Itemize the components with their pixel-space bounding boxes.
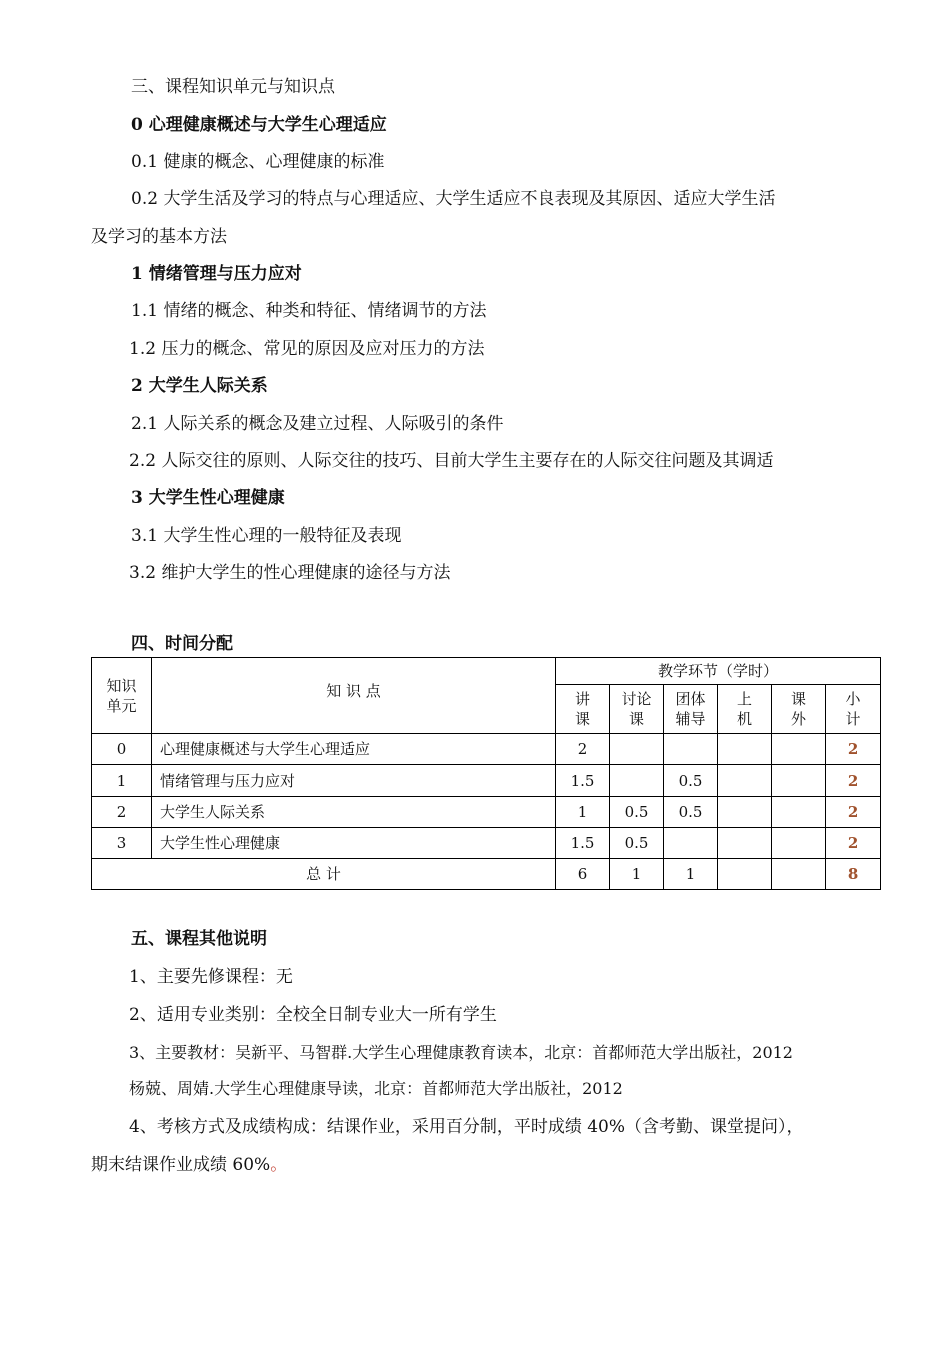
cell-lecture: 2 [556, 734, 610, 765]
cell-computer [718, 765, 772, 797]
total-group: 1 [664, 859, 718, 890]
total-extra [772, 859, 826, 890]
cell-unit: 2 [92, 797, 152, 828]
header-discussion: 讨论 课 [610, 685, 664, 734]
header-computer: 上 机 [718, 685, 772, 734]
cell-computer [718, 734, 772, 765]
cell-unit: 0 [92, 734, 152, 765]
unit-2-item-2: 2.2 人际交往的原则、人际交往的技巧、目前大学生主要存在的人际交往问题及其调适 [129, 451, 774, 471]
time-allocation-table [91, 657, 881, 890]
unit-0-item-2-cont: 及学习的基本方法 [91, 227, 227, 247]
table-row [92, 828, 881, 859]
total-lecture: 6 [556, 859, 610, 890]
section4-title: 四、时间分配 [131, 634, 233, 654]
unit-1-item-1: 1.1 情绪的概念、种类和特征、情绪调节的方法 [131, 301, 487, 321]
table-total-row [92, 859, 881, 890]
table-header-row [92, 658, 881, 685]
cell-point: 大学生性心理健康 [152, 828, 556, 859]
unit-1-heading: 1 情绪管理与压力应对 [131, 264, 302, 284]
note-2: 2、适用专业类别：全校全日制专业大一所有学生 [129, 1005, 497, 1025]
cell-point: 大学生人际关系 [152, 797, 556, 828]
header-group-tutoring: 团体 辅导 [664, 685, 718, 734]
note-4: 4、考核方式及成绩构成：结课作业，采用百分制，平时成绩 40%（含考勤、课堂提问）， [129, 1117, 804, 1137]
cell-point: 心理健康概述与大学生心理适应 [152, 734, 556, 765]
cell-extra [772, 765, 826, 797]
cell-computer [718, 797, 772, 828]
note-4-cont-text: 期末结课作业成绩 60% [91, 1155, 271, 1175]
unit-0-item-1: 0.1 健康的概念、心理健康的标准 [131, 152, 385, 172]
header-unit: 知识 单元 [92, 658, 152, 734]
cell-group [664, 828, 718, 859]
trailing-mark: 。 [270, 1155, 288, 1175]
cell-unit: 3 [92, 828, 152, 859]
cell-subtotal: 2 [826, 828, 881, 859]
cell-lecture: 1 [556, 797, 610, 828]
cell-subtotal: 2 [826, 797, 881, 828]
cell-discussion [610, 765, 664, 797]
cell-group: 0.5 [664, 765, 718, 797]
unit-3-item-1: 3.1 大学生性心理的一般特征及表现 [131, 526, 402, 546]
cell-group [664, 734, 718, 765]
cell-discussion [610, 734, 664, 765]
header-subtotal: 小 计 [826, 685, 881, 734]
cell-lecture: 1.5 [556, 828, 610, 859]
note-3-cont: 杨兢、周婧.大学生心理健康导读，北京：首都师范大学出版社，2012 [129, 1079, 623, 1098]
total-subtotal: 8 [826, 859, 881, 890]
header-teaching-group: 教学环节（学时） [556, 658, 881, 685]
unit-1-item-2: 1.2 压力的概念、常见的原因及应对压力的方法 [129, 339, 485, 359]
cell-extra [772, 734, 826, 765]
cell-discussion: 0.5 [610, 797, 664, 828]
table-row [92, 765, 881, 797]
cell-subtotal: 2 [826, 734, 881, 765]
unit-0-heading: 0 心理健康概述与大学生心理适应 [131, 115, 387, 135]
note-3: 3、主要教材：吴新平、马智群.大学生心理健康教育读本，北京：首都师范大学出版社，2012 [129, 1043, 793, 1062]
header-lecture: 讲 课 [556, 685, 610, 734]
total-computer [718, 859, 772, 890]
section5-title: 五、课程其他说明 [131, 929, 267, 949]
total-discussion: 1 [610, 859, 664, 890]
section3-title: 三、课程知识单元与知识点 [131, 77, 335, 97]
unit-0-item-2: 0.2 大学生活及学习的特点与心理适应、大学生适应不良表现及其原因、适应大学生活 [131, 189, 776, 209]
unit-3-item-2: 3.2 维护大学生的性心理健康的途径与方法 [129, 563, 451, 583]
cell-extra [772, 797, 826, 828]
unit-2-item-1: 2.1 人际关系的概念及建立过程、人际吸引的条件 [131, 414, 504, 434]
table-row [92, 797, 881, 828]
note-4-cont [91, 1154, 287, 1176]
header-point: 知 识 点 [152, 658, 556, 734]
table-row [92, 734, 881, 765]
cell-subtotal: 2 [826, 765, 881, 797]
unit-2-heading: 2 大学生人际关系 [131, 376, 268, 396]
cell-discussion: 0.5 [610, 828, 664, 859]
unit-3-heading: 3 大学生性心理健康 [131, 488, 285, 508]
cell-point: 情绪管理与压力应对 [152, 765, 556, 797]
cell-group: 0.5 [664, 797, 718, 828]
header-extracurricular: 课 外 [772, 685, 826, 734]
total-label: 总 计 [92, 859, 556, 890]
cell-computer [718, 828, 772, 859]
cell-lecture: 1.5 [556, 765, 610, 797]
cell-unit: 1 [92, 765, 152, 797]
cell-extra [772, 828, 826, 859]
note-1: 1、主要先修课程：无 [129, 967, 293, 987]
